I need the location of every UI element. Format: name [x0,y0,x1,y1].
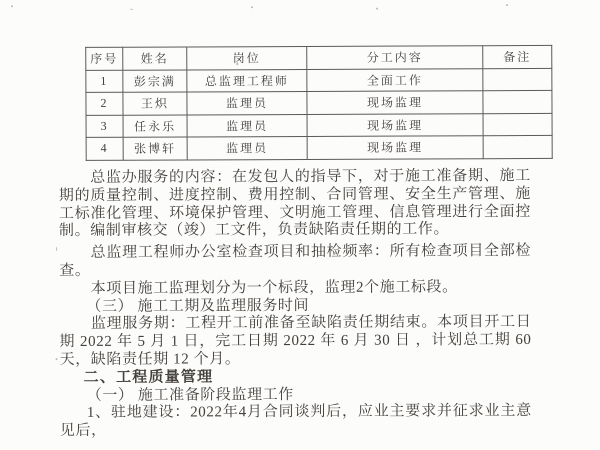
paragraph-section-division: 本项目施工监理划分为一个标段，监理2个施工标段。 [90,279,458,297]
table-cell: 1 [86,70,123,93]
paragraph-service-period: 监理服务期：工程开工前准备至缺陷责任期结束。本项目开工日期 2022 年 5 月 1 日，完工日期 2022 年 6 月 30 日 ，计划总工期 60 天，缺陷责任期 12 个月。 [59,314,532,369]
table-cell: 3 [86,115,123,138]
table-cell: 监理员 [187,91,307,114]
table-cell [483,68,552,91]
table-cell: 监理员 [187,114,307,137]
table-cell: 现场监理 [307,136,483,159]
paragraph-site-construction: 1、驻地建设：2022年4月合同谈判后，应业主要求并征求业主意见后， [59,403,532,440]
table-cell: 现场监理 [307,91,483,114]
table-row [86,68,552,93]
table-cell: 王炽 [123,92,187,115]
heading-preparation-stage: （一） 施工准备阶段监理工作 [86,386,294,404]
table-header-row [86,45,552,70]
table-row [86,113,552,138]
scan-speck [56,358,58,360]
scan-speck [56,247,57,251]
table-cell: 2 [86,92,123,115]
column-header: 分工内容 [307,46,483,69]
supervision-staff-table [85,45,552,161]
table-cell [483,113,552,136]
table-row [86,90,552,115]
scan-speck [506,4,508,6]
heading-quality-management: 二、工程质量管理 [83,369,214,386]
column-header: 备注 [483,45,552,68]
table-cell: 总监理工程师 [187,69,307,92]
scan-speck [376,8,378,10]
paragraph-inspection-frequency: 总监理工程师办公室检查项目和抽检频率：所有检查项目全部检查。 [59,243,532,280]
column-header: 岗位 [187,46,307,69]
scan-speck [130,9,133,10]
table-row [86,135,552,160]
table-cell: 4 [86,137,123,160]
scan-speck [11,5,13,7]
table-cell: 张博轩 [123,137,187,160]
document-text-block [59,168,532,441]
table-cell [483,90,552,113]
table-cell: 任永乐 [123,114,187,137]
scan-speck [251,6,253,8]
table-cell: 监理员 [187,136,307,159]
table-cell: 现场监理 [307,113,483,136]
table-cell: 彭宗满 [123,69,187,92]
table-cell [483,135,552,158]
heading-construction-period: （三） 施工工期及监理服务时间 [86,297,310,315]
table-cell: 全面工作 [307,68,483,91]
paragraph-supervision-service-content: 总监办服务的内容：在发包人的指导下，对于施工准备期、施工期的质量控制、进度控制、费用控制、合同管理、安全生产管理、施工标准化管理、环境保护管理、文明施工管理、信息管理进行全面控制。编制审核交（竣）工文件，负责缺陷责任期的工作。 [58,167,531,240]
column-header: 姓名 [123,47,187,70]
column-header: 序号 [86,47,123,70]
